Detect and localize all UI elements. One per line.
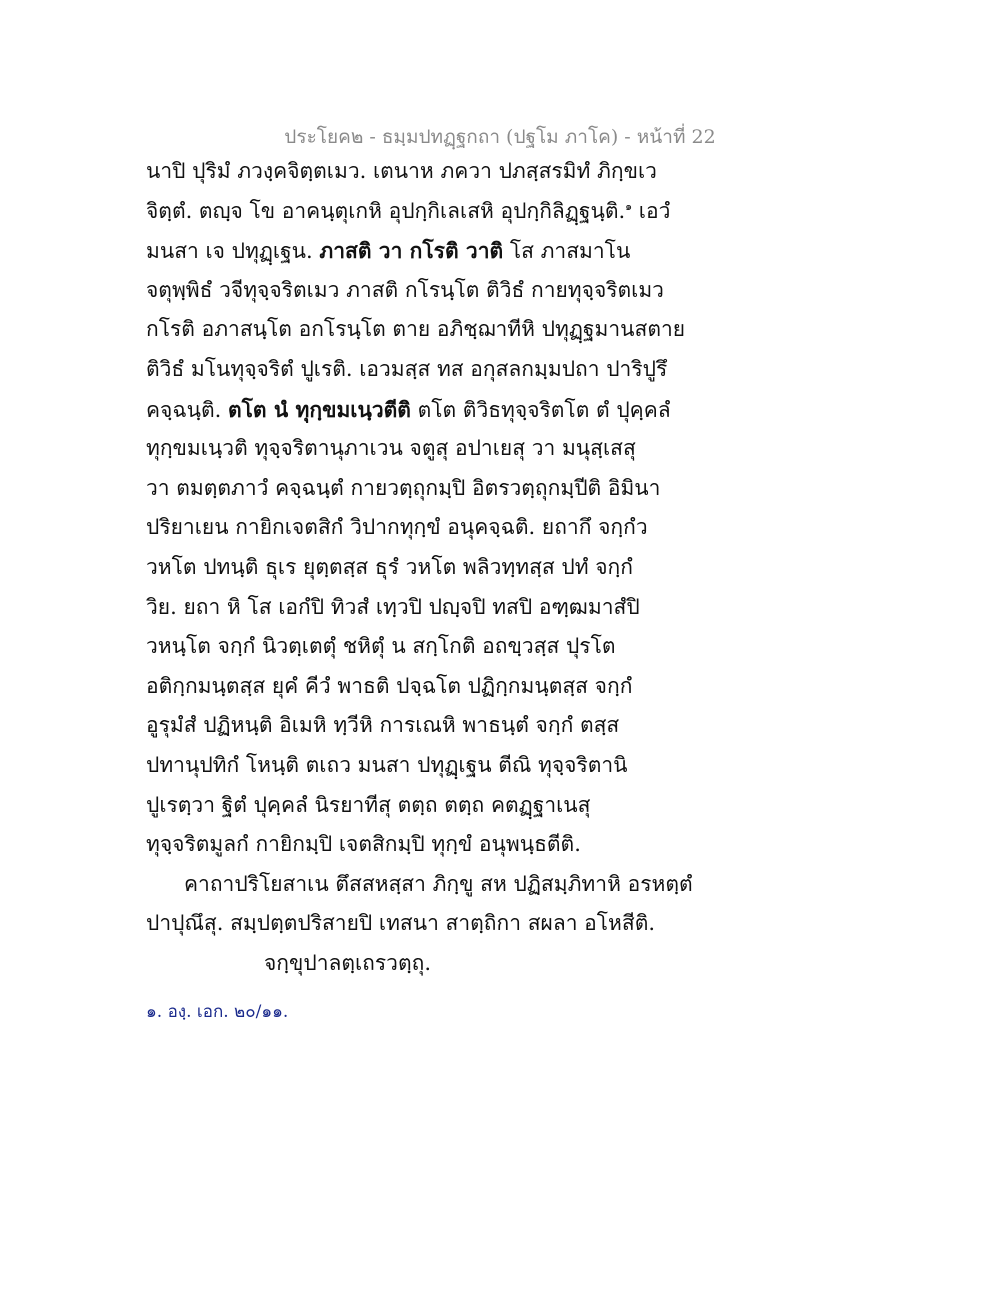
- text-line: อูรุมํสํ ปฏิหนฺติ อิเมหิ ทฺวีหิ การเณหิ พาธนฺตํ จกฺกํ ตสฺส: [146, 713, 620, 738]
- paragraph-start-line: คาถาปริโยสาเน ตึสสหสฺสา ภิกฺขู สห ปฏิสมฺภิทาหิ อรหตฺตํ: [184, 871, 693, 896]
- bold-phrase: ตโต นํ ทุกฺขมเนฺวตีติ: [228, 396, 411, 422]
- text-span: คจฺฉนฺติ.: [146, 397, 229, 422]
- text-line: ทุจฺจริตมูลกํ กายิกมฺปิ เจตสิกมฺปิ ทุกฺขํ อนุพนฺธตีติ.: [146, 832, 581, 857]
- text-span: เอวํ: [632, 198, 671, 223]
- text-line: วิย. ยถา หิ โส เอกํปิ ทิวสํ เทฺวปิ ปญฺจปิ ทสปิ อฑฺฒมาสํปิ: [146, 594, 640, 619]
- text-line: [146, 231, 706, 271]
- story-title: จกฺขุปาลตฺเถรวตฺถุ.: [264, 950, 431, 975]
- text-line: ทุกฺขมเนฺวติ ทุจฺจริตานุภาเวน จตูสุ อปาเยสุ วา มนุสฺเสสุ: [146, 436, 636, 461]
- text-line: จตุพฺพิธํ วจีทุจฺจริตเมว ภาสติ กโรนฺโต ติวิธํ กายทุจฺจริตเมว: [146, 277, 664, 302]
- text-span: ตโต ติวิธทุจฺจริตโต ตํ ปุคฺคลํ: [410, 397, 671, 422]
- bold-phrase: ภาสติ วา กโรติ วาติ: [319, 238, 504, 264]
- text-line: ปูเรตฺวา ฐิตํ ปุคฺคลํ นิรยาทีสุ ตตฺถ ตตฺถ คตฏฺฐาเนสุ: [146, 792, 591, 817]
- footnote-marker: ๑: [625, 199, 633, 213]
- text-line: วา ตมตฺตภาวํ คจฺฉนฺตํ กายวตฺถุกมฺปิ อิตรวตฺถุกมฺปีติ อิมินา: [146, 475, 661, 500]
- text-line: ปทานุปทิกํ โหนฺติ ตเถว มนสา ปทุฏฺเฐน ตีณิ ทุจฺจริตานิ: [146, 752, 628, 777]
- body-text: [146, 152, 706, 983]
- page-header: ประโยค๒ - ธมฺมปทฏฺฐกถา (ปฐโม ภาโค) - หน้าที่ 22: [284, 126, 716, 148]
- text-span: มนสา เจ ปทุฏฺเฐน.: [146, 239, 320, 264]
- text-line: กโรติ อภาสนฺโต อกโรนฺโต ตาย อภิชฺฌาทีหิ ปทุฏฺฐมานสตาย: [146, 317, 686, 342]
- text-line: [146, 192, 706, 232]
- text-line: ปริยาเยน กายิกเจตสิกํ วิปากทุกฺขํ อนุคจฺฉติ. ยถากึ จกฺกํว: [146, 515, 648, 540]
- text-line: อติกฺกมนฺตสฺส ยุคํ คีวํ พาธติ ปจฺฉโต ปฏิกฺกมนฺตสฺส จกฺกํ: [146, 673, 633, 698]
- text-line: ปาปุณึสุ. สมฺปตฺตปริสายปิ เทสนา สาตฺถิกา สผลา อโหสีติ.: [146, 911, 656, 936]
- text-span: โส ภาสมาโน: [503, 239, 631, 264]
- text-line: นาปิ ปุริมํ ภวงฺคจิตฺตเมว. เตนาห ภควา ปภสฺสรมิทํ ภิกฺขเว: [146, 159, 657, 183]
- text-line: ติวิธํ มโนทุจฺจริตํ ปูเรติ. เอวมสฺส ทส อกุสลกมฺมปถา ปาริปูรึ: [146, 356, 668, 381]
- footnote: ๑. องฺ. เอก. ๒๐/๑๑.: [146, 1002, 289, 1022]
- text-line: วหโต ปทนฺติ ธุเร ยุตฺตสฺส ธุรํ วหโต พลิวทฺทสฺส ปทํ จกฺกํ: [146, 554, 633, 579]
- text-line: วหนฺโต จกฺกํ นิวตฺเตตุํ ชหิตุํ น สกฺโกติ อถขฺวสฺส ปุรโต: [146, 634, 616, 659]
- text-span: จิตฺตํ. ตญฺจ โข อาคนฺตุเกหิ อุปกฺกิเลเสหิ อุปกฺกิลิฏฺฐนฺติ.: [146, 198, 626, 223]
- text-line: [146, 390, 706, 430]
